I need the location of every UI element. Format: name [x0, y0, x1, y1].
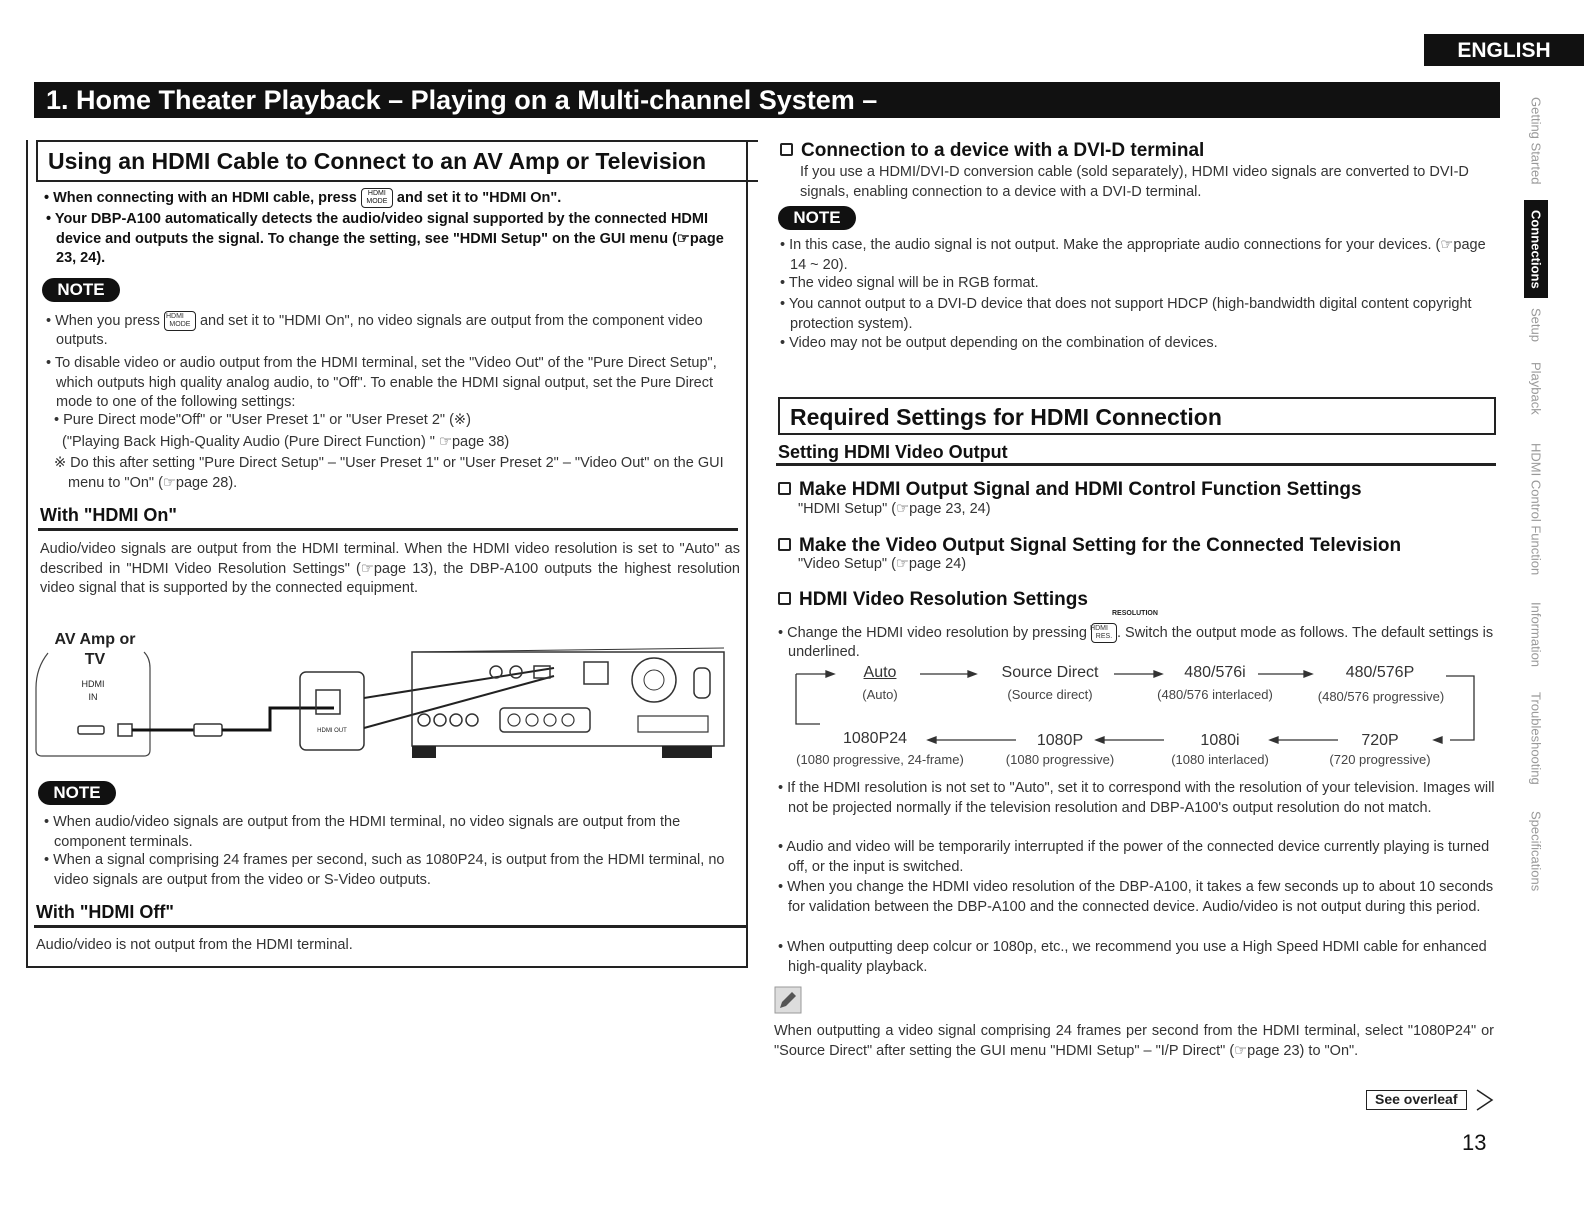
language-tab: ENGLISH — [1424, 34, 1584, 66]
note-1-item-5: ※ Do this after setting "Pure Direct Setup" – "User Preset 1" or "User Preset 2" – "Video Out" on the GUI menu to "On" (☞page 28). — [54, 455, 724, 491]
make-hdmi-output-heading — [778, 479, 1362, 501]
resolution-text — [776, 623, 1498, 663]
note-1-item-4: ("Playing Back High-Quality Audio (Pure Direct Function) " ☞page 38) — [62, 434, 510, 450]
res-720p-sub: (720 progressive) — [1329, 752, 1431, 767]
note-1-item-1-a: • When you press — [46, 312, 160, 329]
hdmi-mode-button-icon-2: HDMI MODE — [164, 311, 196, 331]
dvi-heading — [780, 140, 1204, 162]
side-tab-connections[interactable]: Connections — [1524, 200, 1548, 298]
note-1-item-1-b: and set it to "HDMI On", no video signals are output from the component video outputs. — [56, 312, 703, 349]
note-2-item-2: • When a signal comprising 24 frames per second, such as 1080P24, is output from the HDMI terminal, no video signals are output from the video or S-Video outputs. — [44, 852, 725, 888]
resolution-bullet-4: • When outputting deep colcur or 1080p, etc., we recommend you use a High Speed HDMI cable for enhanced high-quality playback. — [778, 939, 1487, 975]
resolution-button-caption: RESOLUTION — [1112, 610, 1158, 617]
side-tab-troubleshooting[interactable]: Troubleshooting — [1528, 691, 1544, 785]
setting-hdmi-rule — [776, 463, 1496, 466]
diagram-drawing — [34, 628, 734, 768]
rear-panel-jacks — [418, 658, 710, 732]
setting-hdmi-video-output-heading: Setting HDMI Video Output — [778, 442, 1008, 462]
res-1080i-sub: (1080 interlaced) — [1171, 752, 1269, 767]
res-auto: Auto — [863, 664, 897, 681]
resolution-bullet-3: • When you change the HDMI video resolution of the DBP-A100, it takes a few seconds up to about 10 seconds for validation between the DBP-A100 and the connected device. Audio/video is not output during this period. — [778, 879, 1494, 915]
dvi-text: If you use a HDMI/DVI-D conversion cable (sold separately), HDMI video signals are converted to DVI-D signals, enabling connection to a device with a DVI-D terminal. — [800, 164, 1469, 200]
note-1-item-2: • To disable video or audio output from the HDMI terminal, set the "Video Out" of the "Pure Direct Setup", which outputs high quality analog audio, to "Off". To enable the HDMI signal output, set the Pure Direct mode to one of the following settings: — [46, 355, 717, 410]
side-tab-playback[interactable]: Playback — [1528, 361, 1544, 415]
see-overleaf-arrow-icon — [1476, 1088, 1494, 1112]
with-hdmi-on-text: Audio/video signals are output from the HDMI terminal. When the HDMI video resolution is set to "Auto" as described in "HDMI Video Resolution Settings" (☞page 13), the DBP-A100 outputs the highest resolution video signal that is supported by the connected equipment. — [40, 541, 740, 596]
required-settings-heading: Required Settings for HDMI Connection — [778, 397, 1496, 435]
resolution-heading-checkbox-icon — [778, 592, 791, 605]
note-badge-1: NOTE — [42, 278, 120, 302]
tv-outline — [36, 652, 150, 756]
dvi-heading-text: Connection to a device with a DVI-D terminal — [801, 140, 1205, 161]
res-1080p24-sub: (1080 progressive, 24-frame) — [796, 752, 964, 767]
make-hdmi-output-ref: "HDMI Setup" (☞page 23, 24) — [798, 501, 991, 517]
page-number: 13 — [1462, 1130, 1487, 1155]
connection-diagram — [34, 628, 734, 768]
side-tab-information[interactable]: Information — [1528, 602, 1544, 668]
make-hdmi-output-checkbox-icon — [778, 482, 791, 495]
resolution-cycle — [790, 662, 1486, 774]
memo-text: When outputting a video signal comprising 24 frames per second from the HDMI terminal, select "1080P24" or "Source Direct" after setting the GUI menu "HDMI Setup" – "I/P Direct" (☞page 23) to "On". — [774, 1023, 1494, 1059]
dvi-note-3: • You cannot output to a DVI-D device that does not support HDCP (high-bandwidth digital content copyright protection system). — [780, 296, 1472, 332]
make-video-output-heading — [778, 535, 1401, 557]
cable-plug-left — [118, 724, 132, 736]
see-overleaf[interactable] — [1366, 1090, 1467, 1110]
hdmi-mode-button-icon: HDMI MODE — [361, 188, 393, 208]
player-foot-left — [412, 746, 436, 758]
page-banner-title: 1. Home Theater Playback – Playing on a Multi-channel System – — [34, 82, 1500, 118]
res-auto-sub: (Auto) — [862, 687, 898, 702]
memo-pencil-icon — [774, 986, 802, 1014]
resolution-bullet-1: • If the HDMI resolution is not set to "Auto", set it to correspond with the resolution of your television. Images will not be projected normally if the television resolution and DBP-A100's output resolution do not match. — [778, 780, 1495, 816]
res-720p: 720P — [1361, 732, 1399, 749]
res-1080i: 1080i — [1200, 732, 1240, 749]
make-video-output-ref: "Video Setup" (☞page 24) — [798, 556, 967, 572]
player-hdmi-out-port — [316, 690, 340, 714]
side-tab-getting-started[interactable]: Getting Started — [1528, 97, 1544, 185]
dvi-heading-checkbox-icon — [780, 143, 793, 156]
hdmi-intro-1 — [44, 188, 744, 208]
note-2-item-1: • When audio/video signals are output from the HDMI terminal, no video signals are output from the component terminals. — [44, 814, 681, 850]
dvi-note-1: • In this case, the audio signal is not output. Make the appropriate audio connections for your devices. (☞page 14 ~ 20). — [780, 237, 1486, 273]
with-hdmi-on-heading: With "HDMI On" — [40, 505, 177, 525]
player-foot-right — [662, 746, 712, 758]
with-hdmi-off-rule — [34, 925, 746, 928]
res-1080p-sub: (1080 progressive) — [1005, 752, 1115, 767]
see-overleaf-label: See overleaf — [1375, 1091, 1458, 1107]
note-badge-2: NOTE — [38, 781, 116, 805]
hdmi-res-button-icon: HDMI RES. — [1091, 623, 1117, 643]
resolution-heading — [778, 589, 1088, 611]
resolution-text-a: • Change the HDMI video resolution by pressing — [778, 624, 1087, 641]
cable-plug-mid — [194, 724, 222, 736]
dvi-note-4: • Video may not be output depending on the combination of devices. — [780, 335, 1218, 351]
note-badge-3: NOTE — [778, 206, 856, 230]
resolution-bullet-2: • Audio and video will be temporarily interrupted if the power of the connected device currently playing is turned off, or the input is switched. — [778, 839, 1490, 875]
res-480-576p-sub: (480/576 progressive) — [1317, 689, 1445, 704]
with-hdmi-on-rule — [38, 528, 738, 531]
res-480-576i-sub: (480/576 interlaced) — [1157, 687, 1273, 702]
res-1080p: 1080P — [1036, 732, 1084, 749]
left-section-heading: Using an HDMI Cable to Connect to an AV Amp or Television — [36, 140, 758, 182]
side-tab-specifications[interactable]: Specifications — [1528, 810, 1544, 892]
make-video-output-text: Make the Video Output Signal Setting for the Connected Television — [799, 535, 1402, 556]
make-video-output-checkbox-icon — [778, 538, 791, 551]
with-hdmi-off-heading: With "HDMI Off" — [36, 902, 174, 922]
note-1-item-3: • Pure Direct mode"Off" or "User Preset 1" or "User Preset 2" (※) — [54, 412, 471, 428]
tv-hdmi-port-icon — [78, 726, 104, 734]
resolution-text-b: . Switch the output mode as follows. The default settings is underlined. — [788, 624, 1494, 661]
with-hdmi-off-text: Audio/video is not output from the HDMI terminal. — [36, 937, 353, 953]
res-source-direct: Source Direct — [1001, 664, 1099, 681]
note-1-item-1 — [44, 311, 744, 351]
res-source-direct-sub: (Source direct) — [1007, 687, 1093, 702]
dvi-note-2: • The video signal will be in RGB format. — [780, 275, 1039, 291]
player-hdmi-out-box — [300, 672, 364, 750]
resolution-heading-text: HDMI Video Resolution Settings — [799, 589, 1088, 610]
diagram-tv-label: AV Amp or TV — [54, 631, 136, 668]
make-hdmi-output-text: Make HDMI Output Signal and HDMI Control Function Settings — [799, 479, 1362, 500]
res-480-576i: 480/576i — [1184, 664, 1246, 681]
side-tab-setup[interactable]: Setup — [1528, 308, 1544, 342]
diagram-hdmi-in-label: HDMI IN — [81, 679, 105, 702]
cable-bend — [222, 708, 334, 730]
hdmi-intro-2: • Your DBP-A100 automatically detects the audio/video signal supported by the connected HDMI device and outputs the signal. To change the setting, see "HDMI Setup" on the GUI menu (☞page 23, 24). — [46, 211, 724, 266]
hdmi-intro-1-a: • When connecting with an HDMI cable, press — [44, 189, 357, 206]
hdmi-intro-1-b: and set it to "HDMI On". — [396, 189, 562, 206]
diagram-hdmi-out-label: HDMI OUT — [317, 728, 347, 734]
res-480-576p: 480/576P — [1345, 664, 1415, 681]
side-tab-hdmi-control[interactable]: HDMI Control Function — [1528, 442, 1544, 576]
res-1080p24: 1080P24 — [842, 730, 908, 747]
